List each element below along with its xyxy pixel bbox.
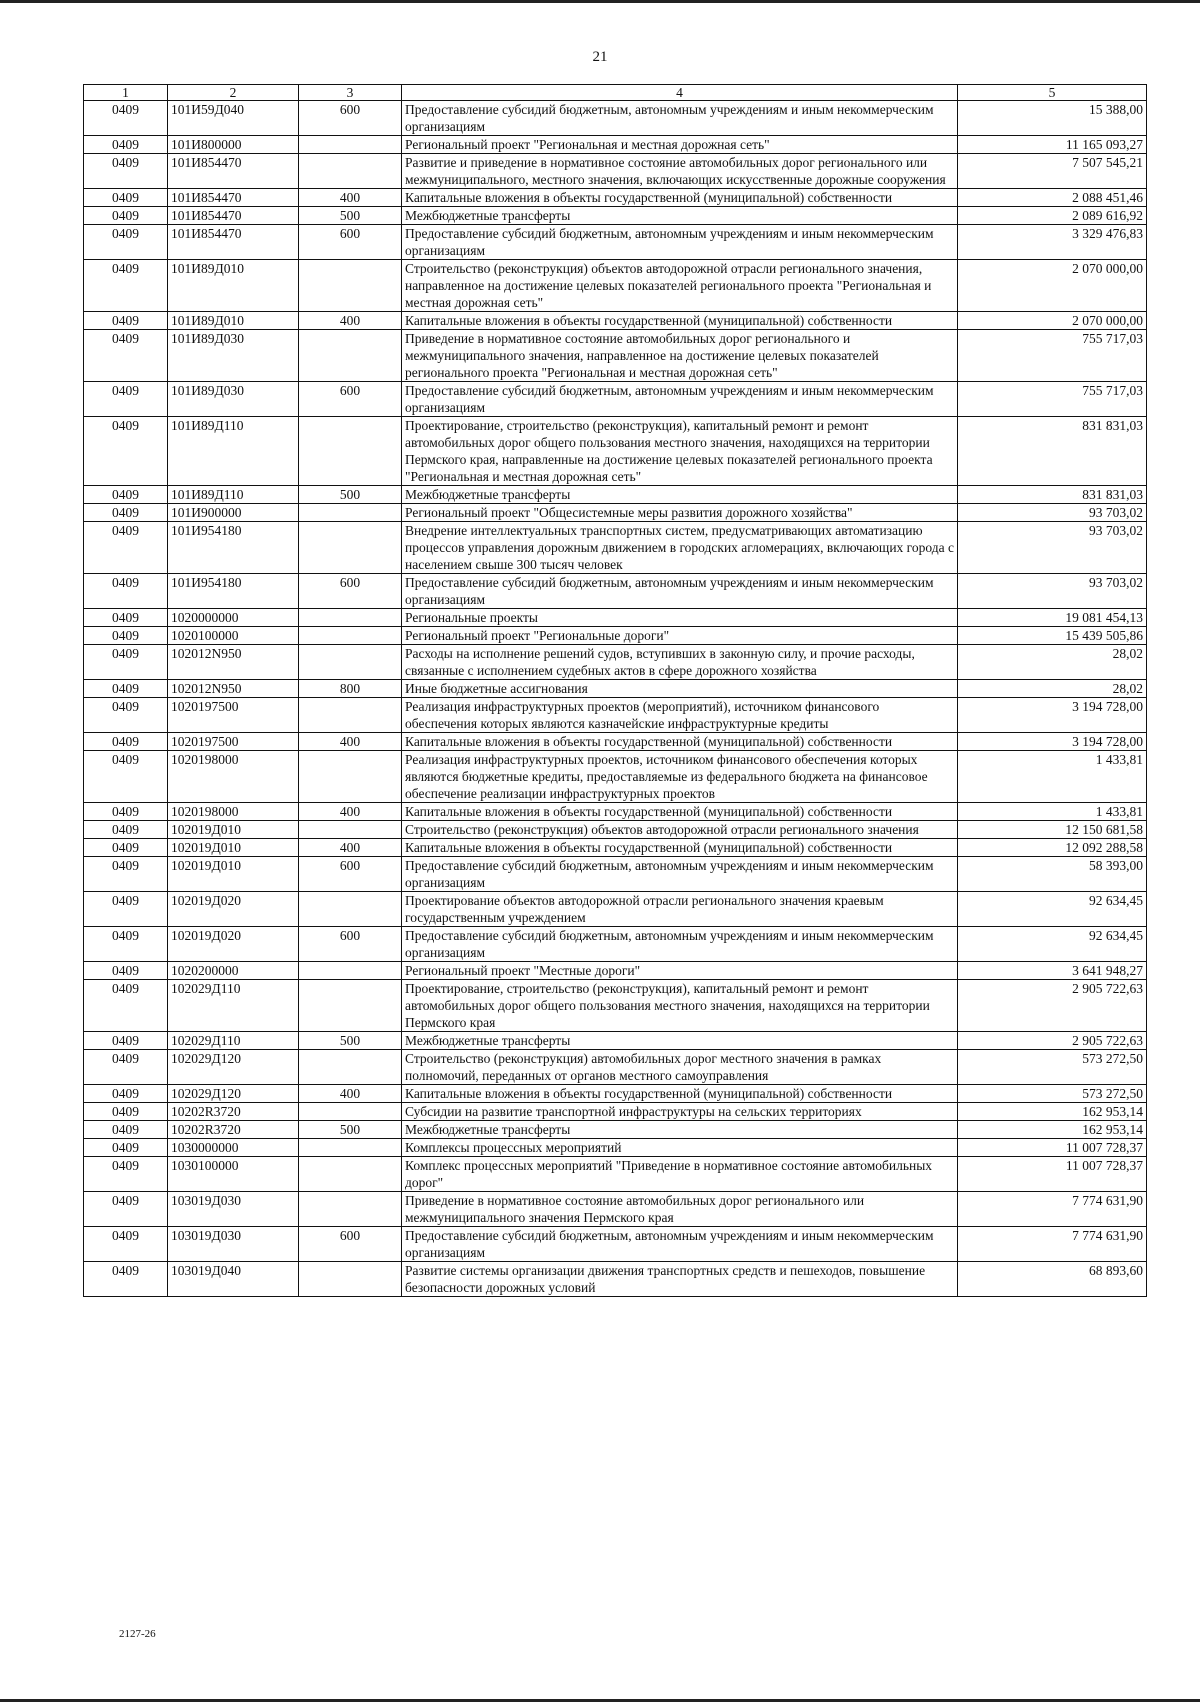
table-row bbox=[84, 1139, 1147, 1157]
cell-amount: 755 717,03 bbox=[958, 382, 1147, 417]
cell-target-code: 1020198000 bbox=[168, 803, 299, 821]
table-row bbox=[84, 1032, 1147, 1050]
cell-amount: 28,02 bbox=[958, 680, 1147, 698]
cell-amount: 15 388,00 bbox=[958, 101, 1147, 136]
cell-name: Внедрение интеллектуальных транспортных систем, предусматривающих автоматизацию процессов управления дорожным движением в городских агломерациях, включающих города с населением свыше 300 тысяч человек bbox=[402, 522, 958, 574]
cell-target-code: 1020200000 bbox=[168, 962, 299, 980]
cell-target-code: 103019Д030 bbox=[168, 1192, 299, 1227]
table-row bbox=[84, 189, 1147, 207]
cell-amount: 162 953,14 bbox=[958, 1103, 1147, 1121]
table-row bbox=[84, 857, 1147, 892]
cell-amount: 162 953,14 bbox=[958, 1121, 1147, 1139]
cell-section: 0409 bbox=[84, 1050, 168, 1085]
cell-expense-type: 600 bbox=[299, 857, 402, 892]
cell-amount: 3 329 476,83 bbox=[958, 225, 1147, 260]
table-row bbox=[84, 927, 1147, 962]
cell-amount: 2 905 722,63 bbox=[958, 1032, 1147, 1050]
cell-name: Капитальные вложения в объекты государственной (муниципальной) собственности bbox=[402, 189, 958, 207]
cell-name: Капитальные вложения в объекты государственной (муниципальной) собственности bbox=[402, 803, 958, 821]
cell-amount: 831 831,03 bbox=[958, 417, 1147, 486]
table-row bbox=[84, 522, 1147, 574]
cell-name: Капитальные вложения в объекты государственной (муниципальной) собственности bbox=[402, 733, 958, 751]
cell-name: Региональные проекты bbox=[402, 609, 958, 627]
cell-target-code: 1030000000 bbox=[168, 1139, 299, 1157]
cell-name: Приведение в нормативное состояние автомобильных дорог регионального или межмуниципального значения Пермского края bbox=[402, 1192, 958, 1227]
cell-name: Капитальные вложения в объекты государственной (муниципальной) собственности bbox=[402, 1085, 958, 1103]
cell-target-code: 103019Д040 bbox=[168, 1262, 299, 1297]
cell-amount: 3 194 728,00 bbox=[958, 698, 1147, 733]
cell-expense-type: 600 bbox=[299, 225, 402, 260]
cell-name: Региональный проект "Региональные дороги" bbox=[402, 627, 958, 645]
cell-amount: 2 088 451,46 bbox=[958, 189, 1147, 207]
cell-target-code: 1030100000 bbox=[168, 1157, 299, 1192]
cell-section: 0409 bbox=[84, 486, 168, 504]
cell-section: 0409 bbox=[84, 962, 168, 980]
cell-expense-type bbox=[299, 136, 402, 154]
cell-amount: 573 272,50 bbox=[958, 1085, 1147, 1103]
cell-target-code: 1020198000 bbox=[168, 751, 299, 803]
cell-target-code: 102019Д020 bbox=[168, 892, 299, 927]
cell-expense-type bbox=[299, 154, 402, 189]
table-row bbox=[84, 1121, 1147, 1139]
cell-expense-type bbox=[299, 627, 402, 645]
cell-name: Реализация инфраструктурных проектов, источником финансового обеспечения которых являются бюджетные кредиты, предоставляемые из федерального бюджета на финансовое обеспечение реализации инфраструктурных проектов bbox=[402, 751, 958, 803]
cell-expense-type: 400 bbox=[299, 733, 402, 751]
cell-section: 0409 bbox=[84, 698, 168, 733]
table-row bbox=[84, 1157, 1147, 1192]
cell-amount: 11 165 093,27 bbox=[958, 136, 1147, 154]
cell-target-code: 102029Д110 bbox=[168, 980, 299, 1032]
cell-name: Капитальные вложения в объекты государственной (муниципальной) собственности bbox=[402, 312, 958, 330]
cell-amount: 19 081 454,13 bbox=[958, 609, 1147, 627]
table-row bbox=[84, 486, 1147, 504]
cell-expense-type bbox=[299, 417, 402, 486]
table-row bbox=[84, 330, 1147, 382]
cell-target-code: 101И900000 bbox=[168, 504, 299, 522]
cell-amount: 2 089 616,92 bbox=[958, 207, 1147, 225]
cell-expense-type bbox=[299, 821, 402, 839]
cell-amount: 2 070 000,00 bbox=[958, 312, 1147, 330]
top-edge-line bbox=[0, 0, 1200, 3]
cell-name: Предоставление субсидий бюджетным, автономным учреждениям и иным некоммерческим организациям bbox=[402, 101, 958, 136]
cell-target-code: 101И854470 bbox=[168, 154, 299, 189]
document-code: 2127-26 bbox=[119, 1628, 156, 1640]
cell-amount: 573 272,50 bbox=[958, 1050, 1147, 1085]
table-row bbox=[84, 312, 1147, 330]
table-row bbox=[84, 260, 1147, 312]
cell-expense-type: 400 bbox=[299, 312, 402, 330]
cell-expense-type: 500 bbox=[299, 486, 402, 504]
cell-target-code: 102012N950 bbox=[168, 680, 299, 698]
table-row bbox=[84, 680, 1147, 698]
cell-name: Предоставление субсидий бюджетным, автономным учреждениям и иным некоммерческим организациям bbox=[402, 574, 958, 609]
table-row bbox=[84, 1227, 1147, 1262]
cell-target-code: 101И854470 bbox=[168, 207, 299, 225]
cell-name: Межбюджетные трансферты bbox=[402, 486, 958, 504]
cell-expense-type bbox=[299, 892, 402, 927]
cell-section: 0409 bbox=[84, 189, 168, 207]
cell-amount: 11 007 728,37 bbox=[958, 1157, 1147, 1192]
table-row bbox=[84, 698, 1147, 733]
cell-section: 0409 bbox=[84, 504, 168, 522]
cell-target-code: 1020100000 bbox=[168, 627, 299, 645]
cell-section: 0409 bbox=[84, 751, 168, 803]
table-row bbox=[84, 1192, 1147, 1227]
cell-expense-type bbox=[299, 751, 402, 803]
cell-expense-type: 500 bbox=[299, 207, 402, 225]
cell-amount: 15 439 505,86 bbox=[958, 627, 1147, 645]
cell-section: 0409 bbox=[84, 927, 168, 962]
cell-expense-type: 400 bbox=[299, 803, 402, 821]
cell-section: 0409 bbox=[84, 154, 168, 189]
cell-expense-type bbox=[299, 1103, 402, 1121]
cell-section: 0409 bbox=[84, 260, 168, 312]
table-row bbox=[84, 207, 1147, 225]
cell-section: 0409 bbox=[84, 609, 168, 627]
cell-name: Проектирование, строительство (реконструкция), капитальный ремонт и ремонт автомобильных дорог общего пользования местного значения, находящихся на территории Пермского края bbox=[402, 980, 958, 1032]
table-row bbox=[84, 574, 1147, 609]
cell-section: 0409 bbox=[84, 1139, 168, 1157]
cell-section: 0409 bbox=[84, 522, 168, 574]
table-body bbox=[84, 101, 1147, 1297]
cell-expense-type bbox=[299, 1192, 402, 1227]
table-row bbox=[84, 101, 1147, 136]
table-row bbox=[84, 417, 1147, 486]
cell-target-code: 101И854470 bbox=[168, 189, 299, 207]
cell-target-code: 101И59Д040 bbox=[168, 101, 299, 136]
cell-name: Региональный проект "Региональная и местная дорожная сеть" bbox=[402, 136, 958, 154]
cell-target-code: 101И954180 bbox=[168, 574, 299, 609]
cell-name: Капитальные вложения в объекты государственной (муниципальной) собственности bbox=[402, 839, 958, 857]
cell-name: Реализация инфраструктурных проектов (мероприятий), источником финансового обеспечения которых являются казначейские инфраструктурные кредиты bbox=[402, 698, 958, 733]
cell-section: 0409 bbox=[84, 857, 168, 892]
table-row bbox=[84, 1085, 1147, 1103]
cell-amount: 7 774 631,90 bbox=[958, 1192, 1147, 1227]
cell-target-code: 102029Д120 bbox=[168, 1085, 299, 1103]
cell-expense-type bbox=[299, 645, 402, 680]
cell-target-code: 103019Д030 bbox=[168, 1227, 299, 1262]
cell-name: Предоставление субсидий бюджетным, автономным учреждениям и иным некоммерческим организациям bbox=[402, 225, 958, 260]
cell-expense-type: 400 bbox=[299, 189, 402, 207]
cell-section: 0409 bbox=[84, 821, 168, 839]
page-number: 21 bbox=[592, 49, 608, 65]
cell-amount: 68 893,60 bbox=[958, 1262, 1147, 1297]
cell-target-code: 101И800000 bbox=[168, 136, 299, 154]
cell-amount: 93 703,02 bbox=[958, 522, 1147, 574]
cell-section: 0409 bbox=[84, 417, 168, 486]
cell-expense-type: 600 bbox=[299, 927, 402, 962]
cell-target-code: 101И89Д010 bbox=[168, 260, 299, 312]
cell-expense-type: 600 bbox=[299, 382, 402, 417]
table-row bbox=[84, 225, 1147, 260]
cell-expense-type: 500 bbox=[299, 1032, 402, 1050]
cell-section: 0409 bbox=[84, 1227, 168, 1262]
cell-name: Приведение в нормативное состояние автомобильных дорог регионального и межмуниципального значения, направленное на достижение целевых показателей регионального проекта "Региональная и местная дорожная сеть" bbox=[402, 330, 958, 382]
table-row bbox=[84, 803, 1147, 821]
cell-target-code: 102019Д020 bbox=[168, 927, 299, 962]
cell-name: Строительство (реконструкция) объектов автодорожной отрасли регионального значения, направленное на достижение целевых показателей регионального проекта "Региональная и местная дорожная сеть" bbox=[402, 260, 958, 312]
cell-section: 0409 bbox=[84, 312, 168, 330]
cell-amount: 2 070 000,00 bbox=[958, 260, 1147, 312]
budget-table bbox=[83, 84, 1147, 1297]
cell-expense-type: 600 bbox=[299, 101, 402, 136]
cell-section: 0409 bbox=[84, 574, 168, 609]
cell-amount: 2 905 722,63 bbox=[958, 980, 1147, 1032]
cell-target-code: 1020197500 bbox=[168, 698, 299, 733]
cell-expense-type bbox=[299, 609, 402, 627]
column-header-3: 3 bbox=[299, 85, 402, 101]
cell-section: 0409 bbox=[84, 1085, 168, 1103]
cell-name: Проектирование объектов автодорожной отрасли регионального значения краевым государственным учреждением bbox=[402, 892, 958, 927]
cell-expense-type bbox=[299, 1139, 402, 1157]
cell-name: Региональный проект "Местные дороги" bbox=[402, 962, 958, 980]
cell-section: 0409 bbox=[84, 382, 168, 417]
cell-amount: 93 703,02 bbox=[958, 504, 1147, 522]
table-row bbox=[84, 962, 1147, 980]
table-row bbox=[84, 609, 1147, 627]
table-row bbox=[84, 821, 1147, 839]
table-row bbox=[84, 1050, 1147, 1085]
table-row bbox=[84, 154, 1147, 189]
table-row bbox=[84, 645, 1147, 680]
cell-name: Предоставление субсидий бюджетным, автономным учреждениям и иным некоммерческим организациям bbox=[402, 927, 958, 962]
cell-target-code: 101И89Д010 bbox=[168, 312, 299, 330]
cell-section: 0409 bbox=[84, 980, 168, 1032]
cell-section: 0409 bbox=[84, 839, 168, 857]
cell-name: Комплексы процессных мероприятий bbox=[402, 1139, 958, 1157]
cell-amount: 1 433,81 bbox=[958, 803, 1147, 821]
cell-section: 0409 bbox=[84, 892, 168, 927]
cell-target-code: 101И954180 bbox=[168, 522, 299, 574]
table-row bbox=[84, 733, 1147, 751]
cell-expense-type bbox=[299, 698, 402, 733]
cell-name: Межбюджетные трансферты bbox=[402, 1032, 958, 1050]
cell-section: 0409 bbox=[84, 733, 168, 751]
cell-expense-type bbox=[299, 504, 402, 522]
table-row bbox=[84, 1262, 1147, 1297]
cell-expense-type bbox=[299, 260, 402, 312]
cell-target-code: 10202R3720 bbox=[168, 1121, 299, 1139]
cell-expense-type: 500 bbox=[299, 1121, 402, 1139]
cell-target-code: 101И854470 bbox=[168, 225, 299, 260]
cell-name: Расходы на исполнение решений судов, вступивших в законную силу, и прочие расходы, связанные с исполнением судебных актов в сфере дорожного хозяйства bbox=[402, 645, 958, 680]
cell-section: 0409 bbox=[84, 101, 168, 136]
cell-amount: 11 007 728,37 bbox=[958, 1139, 1147, 1157]
cell-amount: 58 393,00 bbox=[958, 857, 1147, 892]
cell-name: Комплекс процессных мероприятий "Приведение в нормативное состояние автомобильных дорог" bbox=[402, 1157, 958, 1192]
cell-amount: 28,02 bbox=[958, 645, 1147, 680]
table-header bbox=[84, 85, 1147, 101]
cell-expense-type: 800 bbox=[299, 680, 402, 698]
cell-expense-type bbox=[299, 1262, 402, 1297]
cell-target-code: 102012N950 bbox=[168, 645, 299, 680]
cell-name: Проектирование, строительство (реконструкция), капитальный ремонт и ремонт автомобильных дорог общего пользования местного значения, находящихся на территории Пермского края, направленные на достижение целевых показателей регионального проекта "Региональная и местная дорожная сеть" bbox=[402, 417, 958, 486]
cell-target-code: 102029Д120 bbox=[168, 1050, 299, 1085]
cell-expense-type bbox=[299, 1050, 402, 1085]
cell-amount: 92 634,45 bbox=[958, 927, 1147, 962]
cell-section: 0409 bbox=[84, 330, 168, 382]
table-row bbox=[84, 839, 1147, 857]
cell-amount: 755 717,03 bbox=[958, 330, 1147, 382]
cell-section: 0409 bbox=[84, 1032, 168, 1050]
cell-section: 0409 bbox=[84, 1121, 168, 1139]
cell-amount: 12 150 681,58 bbox=[958, 821, 1147, 839]
column-header-1: 1 bbox=[84, 85, 168, 101]
cell-name: Строительство (реконструкция) объектов автодорожной отрасли регионального значения bbox=[402, 821, 958, 839]
cell-amount: 7 774 631,90 bbox=[958, 1227, 1147, 1262]
cell-target-code: 102029Д110 bbox=[168, 1032, 299, 1050]
table-row bbox=[84, 627, 1147, 645]
cell-section: 0409 bbox=[84, 803, 168, 821]
cell-expense-type: 600 bbox=[299, 1227, 402, 1262]
table-row bbox=[84, 504, 1147, 522]
column-header-5: 5 bbox=[958, 85, 1147, 101]
cell-name: Предоставление субсидий бюджетным, автономным учреждениям и иным некоммерческим организациям bbox=[402, 1227, 958, 1262]
cell-name: Межбюджетные трансферты bbox=[402, 207, 958, 225]
cell-expense-type: 400 bbox=[299, 1085, 402, 1103]
column-header-4: 4 bbox=[402, 85, 958, 101]
table-row bbox=[84, 382, 1147, 417]
cell-section: 0409 bbox=[84, 627, 168, 645]
column-header-2: 2 bbox=[168, 85, 299, 101]
cell-amount: 7 507 545,21 bbox=[958, 154, 1147, 189]
cell-section: 0409 bbox=[84, 680, 168, 698]
cell-target-code: 10202R3720 bbox=[168, 1103, 299, 1121]
cell-expense-type bbox=[299, 522, 402, 574]
cell-expense-type: 600 bbox=[299, 574, 402, 609]
cell-section: 0409 bbox=[84, 1103, 168, 1121]
cell-name: Строительство (реконструкция) автомобильных дорог местного значения в рамках полномочий, переданных от органов местного самоуправления bbox=[402, 1050, 958, 1085]
cell-expense-type bbox=[299, 962, 402, 980]
cell-target-code: 102019Д010 bbox=[168, 839, 299, 857]
cell-section: 0409 bbox=[84, 136, 168, 154]
header-row bbox=[84, 85, 1147, 101]
cell-amount: 3 194 728,00 bbox=[958, 733, 1147, 751]
table-row bbox=[84, 136, 1147, 154]
cell-name: Иные бюджетные ассигнования bbox=[402, 680, 958, 698]
cell-target-code: 102019Д010 bbox=[168, 857, 299, 892]
cell-name: Субсидии на развитие транспортной инфраструктуры на сельских территориях bbox=[402, 1103, 958, 1121]
table-row bbox=[84, 751, 1147, 803]
cell-name: Региональный проект "Общесистемные меры развития дорожного хозяйства" bbox=[402, 504, 958, 522]
cell-name: Развитие и приведение в нормативное состояние автомобильных дорог регионального или межмуниципального, местного значения, включающих искусственные дорожные сооружения bbox=[402, 154, 958, 189]
cell-target-code: 101И89Д030 bbox=[168, 330, 299, 382]
cell-target-code: 101И89Д030 bbox=[168, 382, 299, 417]
cell-target-code: 101И89Д110 bbox=[168, 417, 299, 486]
cell-section: 0409 bbox=[84, 1157, 168, 1192]
cell-section: 0409 bbox=[84, 1262, 168, 1297]
table-row bbox=[84, 1103, 1147, 1121]
cell-expense-type: 400 bbox=[299, 839, 402, 857]
cell-amount: 92 634,45 bbox=[958, 892, 1147, 927]
cell-target-code: 102019Д010 bbox=[168, 821, 299, 839]
cell-expense-type bbox=[299, 330, 402, 382]
cell-target-code: 1020000000 bbox=[168, 609, 299, 627]
cell-name: Предоставление субсидий бюджетным, автономным учреждениям и иным некоммерческим организациям bbox=[402, 857, 958, 892]
cell-amount: 3 641 948,27 bbox=[958, 962, 1147, 980]
cell-name: Межбюджетные трансферты bbox=[402, 1121, 958, 1139]
cell-name: Развитие системы организации движения транспортных средств и пешеходов, повышение безопасности дорожных условий bbox=[402, 1262, 958, 1297]
cell-expense-type bbox=[299, 980, 402, 1032]
cell-section: 0409 bbox=[84, 207, 168, 225]
cell-amount: 831 831,03 bbox=[958, 486, 1147, 504]
cell-amount: 1 433,81 bbox=[958, 751, 1147, 803]
cell-section: 0409 bbox=[84, 1192, 168, 1227]
cell-section: 0409 bbox=[84, 645, 168, 680]
cell-target-code: 1020197500 bbox=[168, 733, 299, 751]
cell-target-code: 101И89Д110 bbox=[168, 486, 299, 504]
table-row bbox=[84, 892, 1147, 927]
cell-section: 0409 bbox=[84, 225, 168, 260]
table-row bbox=[84, 980, 1147, 1032]
cell-name: Предоставление субсидий бюджетным, автономным учреждениям и иным некоммерческим организациям bbox=[402, 382, 958, 417]
cell-amount: 12 092 288,58 bbox=[958, 839, 1147, 857]
cell-expense-type bbox=[299, 1157, 402, 1192]
cell-amount: 93 703,02 bbox=[958, 574, 1147, 609]
